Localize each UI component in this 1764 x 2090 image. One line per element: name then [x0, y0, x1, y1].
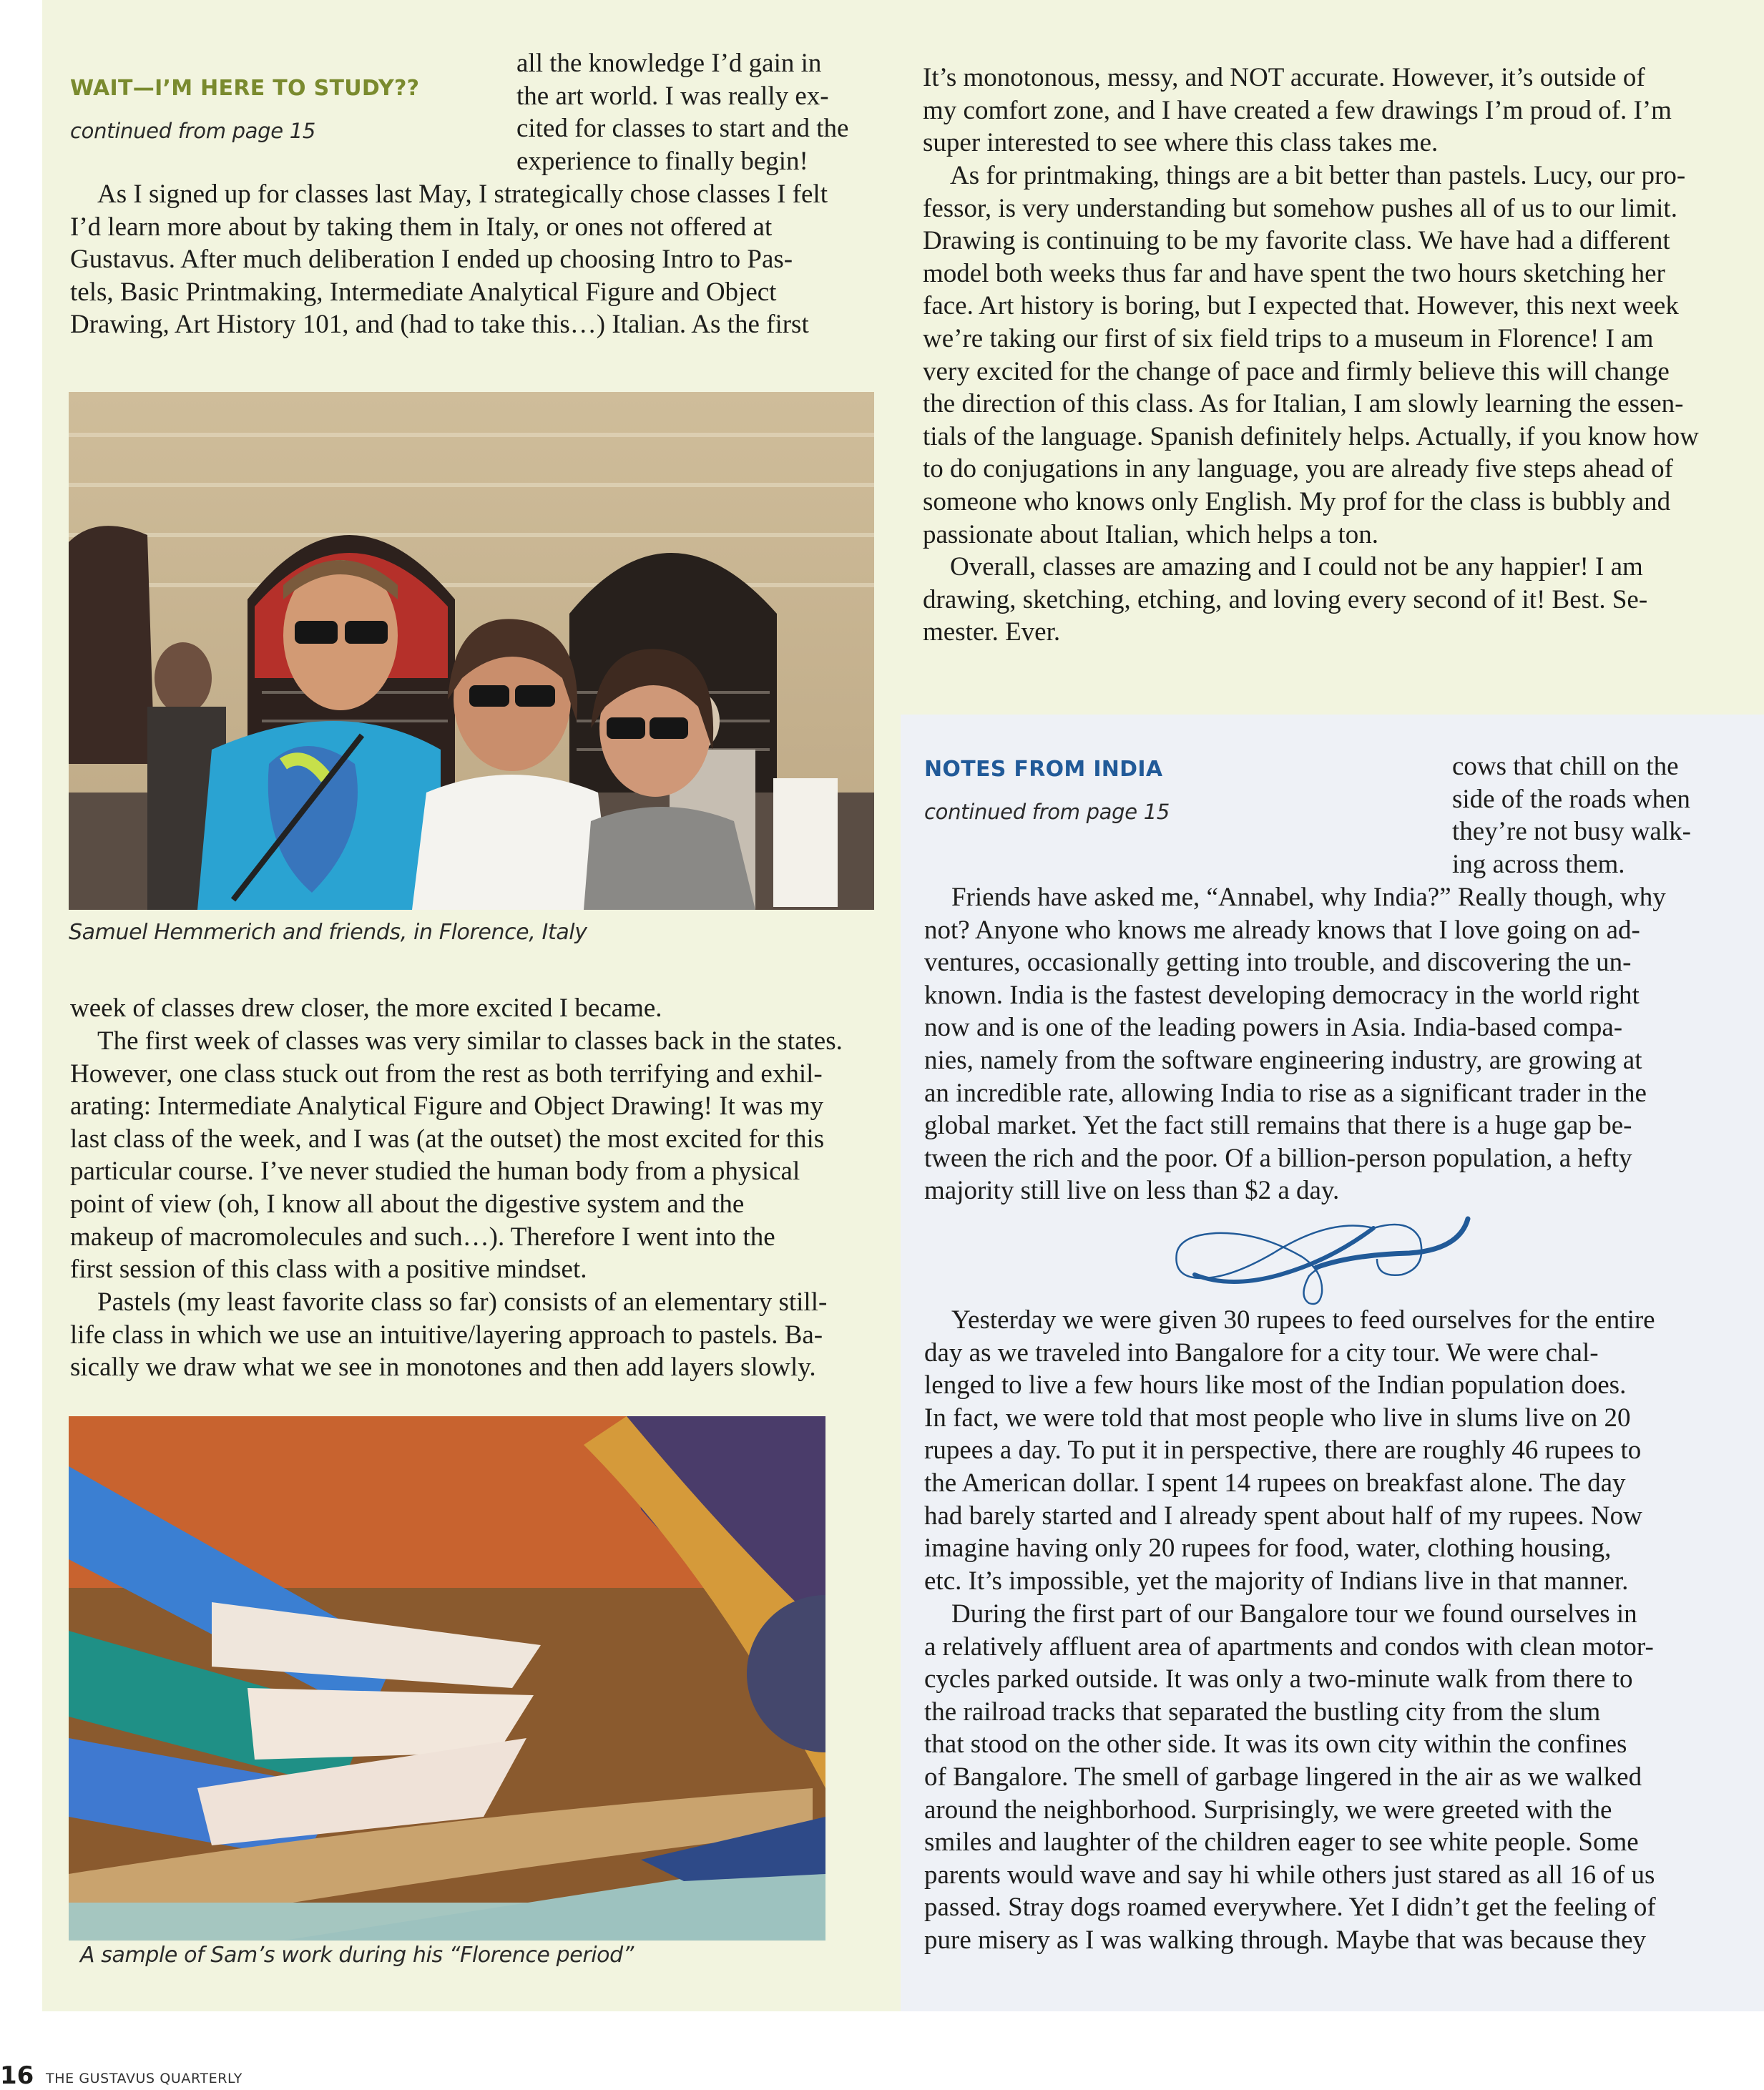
text-line: As I signed up for classes last May, I strategically chose classes I felt: [97, 180, 828, 209]
text-line: However, one class stuck out from the rest as both terrifying and exhil-: [70, 1059, 823, 1089]
text-line: The first week of classes was very similar to classes back in the states.: [97, 1026, 843, 1056]
text-line: they’re not busy walk-: [1452, 817, 1691, 847]
india-paragraph-2: [924, 1304, 1733, 1597]
italy-right-paragraph-2: [923, 160, 1731, 551]
text-line: tels, Basic Printmaking, Intermediate Analytical Figure and Object: [70, 277, 777, 307]
text-line: super interested to see where this class takes me.: [923, 128, 1439, 158]
text-line: point of view (oh, I know all about the digestive system and the: [70, 1189, 745, 1219]
text-line: Gustavus. After much deliberation I ended up choosing Intro to Pas-: [70, 245, 793, 275]
text-line: Overall, classes are amazing and I could not be any happier! I am: [950, 552, 1643, 582]
italy-paragraph-3: [70, 1025, 866, 1286]
text-line: of Bangalore. The smell of garbage lingered in the air as we walked: [924, 1762, 1642, 1792]
page-number: 16: [0, 2061, 34, 2090]
italy-intro-text: [516, 47, 874, 177]
text-line: passionate about Italian, which helps a ton.: [923, 519, 1379, 549]
italy-paragraph-4: [70, 1286, 866, 1384]
text-line: Friends have asked me, “Annabel, why India?” Really though, why: [951, 883, 1666, 912]
pastel-painting: [69, 1416, 825, 1941]
text-line: drawing, sketching, etching, and loving every second of it! Best. Se-: [923, 584, 1648, 614]
text-line: Pastels (my least favorite class so far) consists of an elementary still-: [97, 1287, 828, 1317]
text-line: In fact, we were told that most people who live in slums live on 20: [924, 1403, 1631, 1433]
text-line: Drawing is continuing to be my favorite class. We have had a different: [923, 226, 1670, 256]
florence-photo-image: [69, 392, 874, 910]
text-line: the American dollar. I spent 14 rupees on breakfast alone. The day: [924, 1468, 1626, 1498]
text-line: my comfort zone, and I have created a few drawings I’m proud of. I’m: [923, 95, 1672, 125]
text-line: Yesterday we were given 30 rupees to feed ourselves for the entire: [951, 1305, 1655, 1335]
text-line: now and is one of the leading powers in Asia. India-based compa-: [924, 1013, 1623, 1043]
text-line: ing across them.: [1452, 849, 1625, 879]
italy-right-paragraph-3: [923, 551, 1731, 649]
text-line: tween the rich and the poor. Of a billion-person population, a hefty: [924, 1143, 1632, 1173]
text-line: parents would wave and say hi while others just stared as all 16 of us: [924, 1860, 1655, 1890]
text-line: rupees a day. To put it in perspective, there are roughly 46 rupees to: [924, 1436, 1642, 1466]
flourish-ornament-icon: [1173, 1210, 1474, 1310]
text-line: lenged to live a few hours like most of the Indian population does.: [924, 1370, 1627, 1400]
text-line: makeup of macromolecules and such…). Therefore I went into the: [70, 1222, 775, 1252]
text-line: tials of the language. Spanish definitely helps. Actually, if you know how: [923, 421, 1699, 451]
text-line: cited for classes to start and the: [516, 114, 849, 144]
italy-paragraph-2: [70, 992, 866, 1025]
text-line: known. India is the fastest developing democracy in the world right: [924, 980, 1640, 1010]
text-line: smiles and laughter of the children eager to see white people. Some: [924, 1827, 1639, 1858]
text-line: Drawing, Art History 101, and (had to take this…) Italian. As the first: [70, 310, 809, 340]
text-line: experience to finally begin!: [516, 146, 808, 176]
text-line: the railroad tracks that separated the bustling city from the slum: [924, 1697, 1601, 1727]
text-line: fessor, is very understanding but somehow pushes all of us to our limit.: [923, 193, 1677, 223]
text-line: had barely started and I already spent about half of my rupees. Now: [924, 1501, 1642, 1531]
india-paragraph-3: [924, 1598, 1733, 1957]
text-line: someone who knows only English. My prof for the class is bubbly and: [923, 486, 1671, 516]
text-line: very excited for the change of pace and firmly believe this will change: [923, 356, 1670, 386]
text-line: to do conjugations in any language, you are already five steps ahead of: [923, 454, 1674, 484]
text-line: As for printmaking, things are a bit better than pastels. Lucy, our pro-: [950, 161, 1686, 190]
painting-caption: A sample of Sam’s work during his “Florence period”: [80, 1943, 634, 1968]
text-line: a relatively affluent area of apartments and condos with clean motor-: [924, 1632, 1654, 1662]
text-line: ventures, occasionally getting into trouble, and discovering the un-: [924, 948, 1632, 978]
text-line: week of classes drew closer, the more excited I became.: [70, 994, 662, 1023]
florence-photo: [69, 392, 874, 910]
text-line: that stood on the other side. It was its own city within the confines: [924, 1730, 1627, 1760]
text-line: all the knowledge I’d gain in: [516, 49, 822, 78]
text-line: around the neighborhood. Surprisingly, we were greeted with the: [924, 1795, 1612, 1825]
text-line: sically we draw what we see in monotones and then add layers slowly.: [70, 1353, 816, 1383]
text-line: majority still live on less than $2 a day.: [924, 1176, 1340, 1206]
text-line: we’re taking our first of six field trips to a museum in Florence! I am: [923, 323, 1654, 353]
text-line: cycles parked outside. It was only a two-minute walk from there to: [924, 1664, 1633, 1694]
text-line: global market. Yet the fact still remains that there is a huge gap be-: [924, 1111, 1632, 1141]
text-line: an incredible rate, allowing India to rise as a significant trader in the: [924, 1078, 1647, 1108]
italy-paragraph-1: [70, 178, 866, 341]
publication-name: THE GUSTAVUS QUARTERLY: [46, 2071, 242, 2086]
text-line: arating: Intermediate Analytical Figure and Object Drawing! It was my: [70, 1091, 824, 1122]
text-line: last class of the week, and I was (at the outset) the most excited for this: [70, 1124, 825, 1154]
text-line: It’s monotonous, messy, and NOT accurate. However, it’s outside of: [923, 63, 1645, 92]
text-line: During the first part of our Bangalore tour we found ourselves in: [951, 1599, 1637, 1629]
text-line: pure misery as I was walking through. Maybe that was because they: [924, 1925, 1646, 1955]
text-line: the art world. I was really ex-: [516, 81, 829, 111]
india-heading: NOTES FROM INDIA: [924, 757, 1163, 782]
italy-continued-note: continued from page 15: [70, 119, 316, 143]
text-line: I’d learn more about by taking them in Italy, or ones not offered at: [70, 212, 773, 242]
india-intro-text: [1452, 750, 1738, 880]
text-line: mester. Ever.: [923, 617, 1061, 647]
text-line: face. Art history is boring, but I expected that. However, this next week: [923, 291, 1679, 321]
text-line: passed. Stray dogs roamed everywhere. Yet I didn’t get the feeling of: [924, 1893, 1656, 1923]
text-line: cows that chill on the: [1452, 752, 1679, 781]
text-line: nies, namely from the software engineering industry, are growing at: [924, 1045, 1642, 1075]
text-line: etc. It’s impossible, yet the majority of Indians live in that manner.: [924, 1566, 1629, 1596]
india-continued-note: continued from page 15: [924, 800, 1170, 824]
india-paragraph-1: [924, 881, 1733, 1207]
text-line: the direction of this class. As for Italian, I am slowly learning the essen-: [923, 389, 1684, 419]
text-line: side of the roads when: [1452, 784, 1690, 814]
pastel-painting-image: [69, 1416, 825, 1941]
text-line: day as we traveled into Bangalore for a city tour. We were chal-: [924, 1338, 1599, 1368]
text-line: first session of this class with a positive mindset.: [70, 1255, 587, 1285]
italy-heading: WAIT—I’M HERE TO STUDY??: [70, 76, 420, 101]
text-line: life class in which we use an intuitive/layering approach to pastels. Ba-: [70, 1320, 823, 1350]
text-line: particular course. I’ve never studied the human body from a physical: [70, 1157, 800, 1187]
italy-right-paragraph-1: [923, 62, 1731, 160]
florence-photo-caption: Samuel Hemmerich and friends, in Florence, Italy: [69, 920, 587, 945]
text-line: model both weeks thus far and have spent the two hours sketching her: [923, 258, 1665, 288]
text-line: imagine having only 20 rupees for food, water, clothing housing,: [924, 1534, 1612, 1564]
text-line: not? Anyone who knows me already knows that I love going on ad-: [924, 915, 1640, 945]
